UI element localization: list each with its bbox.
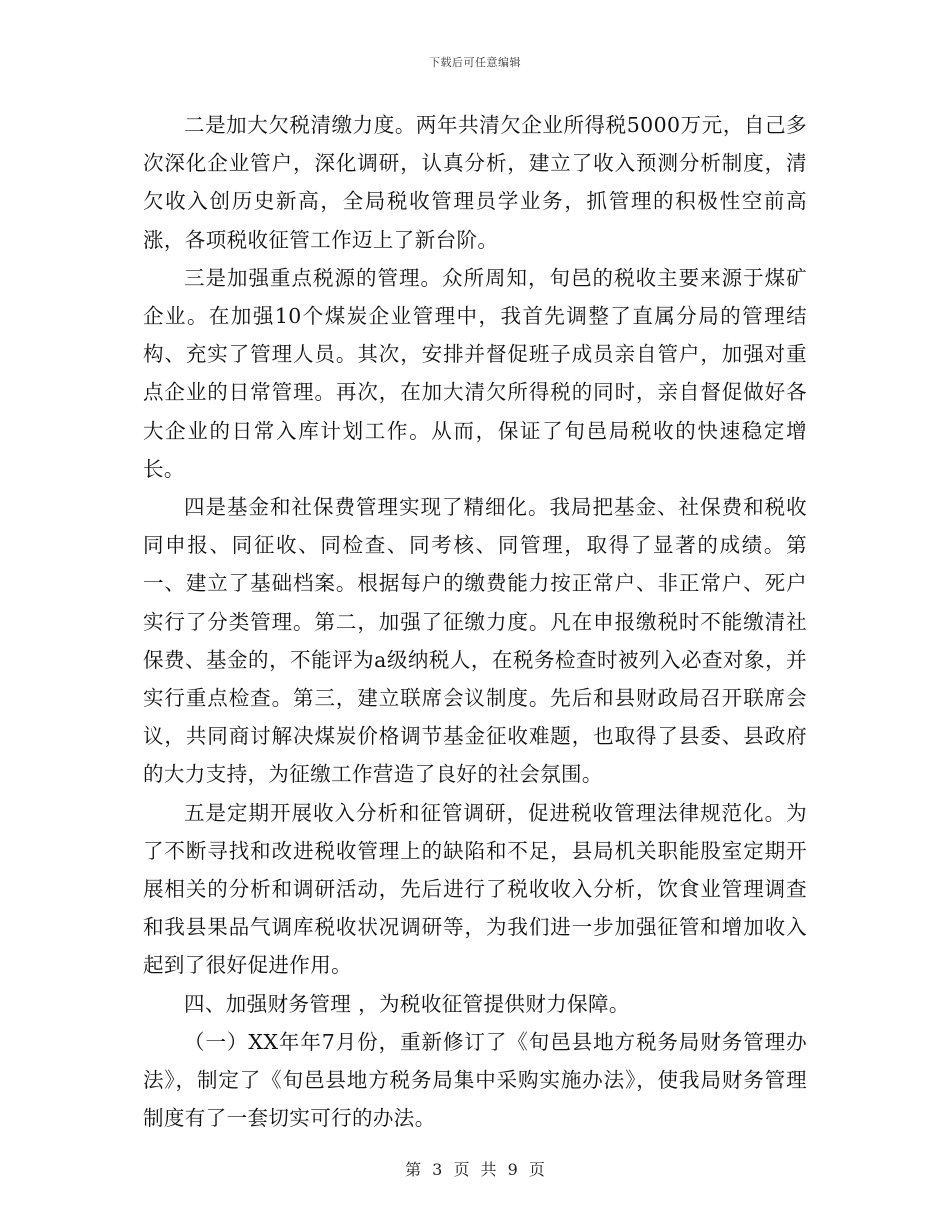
paragraph-key-tax-sources: 三是加强重点税源的管理。众所周知，旬邑的税收主要来源于煤矿企业。在加强10个煤炭企业管理中，我首先调整了直属分局的管理结构、充实了管理人员。其次，安排并督促班子成员亲自管户，加强对重点企业的日常管理。再次，在加大清欠所得税的同时，亲自督促做好各大企业的日常入库计划工作。从而，保证了旬邑局税收的快速稳定增长。: [143, 265, 807, 481]
page-header: 下载后可任意编辑: [429, 56, 521, 69]
page-number-footer: 第 3 页 共 9 页: [405, 1160, 545, 1179]
paragraph-revenue-analysis: 五是定期开展收入分析和征管调研，促进税收管理法律规范化。为了不断寻找和改进税收管理上的缺陷和不足，县局机关职能股室定期开展相关的分析和调研活动，先后进行了税收收入分析，饮食业管理调查和我县果品气调库税收状况调研等，为我们进一步加强征管和增加收入起到了很好促进作用。: [143, 800, 807, 978]
paragraph-fund-social-security: 四是基金和社保费管理实现了精细化。我局把基金、社保费和税收同申报、同征收、同检查、同考核、同管理，取得了显著的成绩。第一、建立了基础档案。根据每户的缴费能力按正常户、非正常户、死户实行了分类管理。第二，加强了征缴力度。凡在申报缴税时不能缴清社保费、基金的，不能评为a级纳税人，在税务检查时被列入必查对象，并实行重点检查。第三，建立联席会议制度。先后和县财政局召开联席会议，共同商讨解决煤炭价格调节基金征收难题，也取得了县委、县政府的大力支持，为征缴工作营造了良好的社会氛围。: [143, 495, 807, 787]
paragraph-arrears-collection: 二是加大欠税清缴力度。两年共清欠企业所得税5000万元，自己多次深化企业管户，深化调研，认真分析，建立了收入预测分析制度，清欠收入创历史新高，全局税收管理员学业务，抓管理的积极性空前高涨，各项税收征管工作迈上了新台阶。: [143, 113, 807, 252]
paragraph-financial-rules: （一）XX年年7月份，重新修订了《旬邑县地方税务局财务管理办法》，制定了《旬邑县地方税务局集中采购实施办法》，使我局财务管理制度有了一套切实可行的办法。: [143, 1029, 807, 1131]
section-heading-financial-management: 四、加强财务管理 ，为税收征管提供财力保障。: [184, 991, 630, 1016]
document-body: [143, 106, 807, 1137]
